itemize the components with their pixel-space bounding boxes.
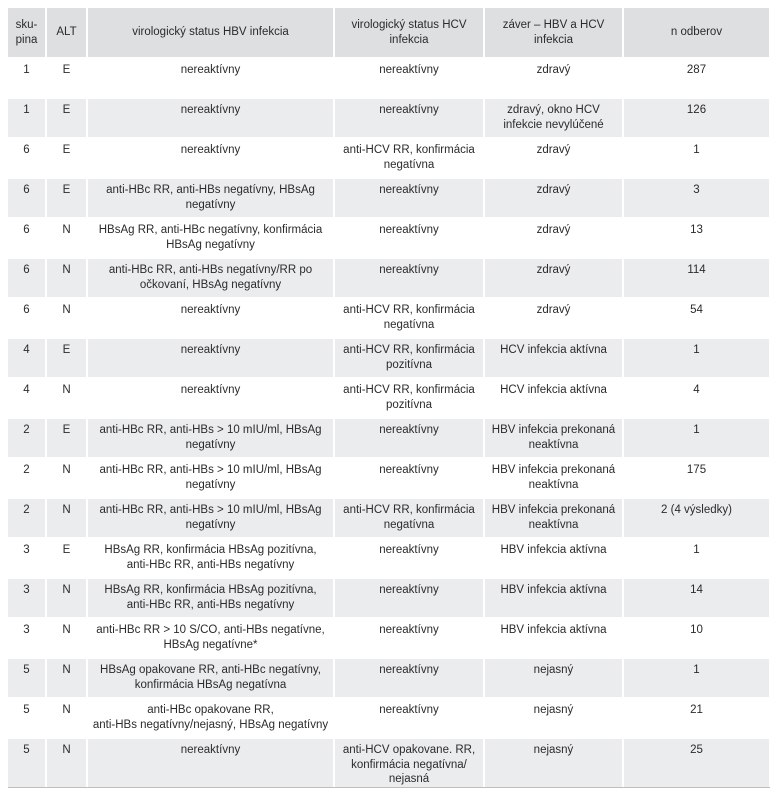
header-hbv-status: virologický status HBV infekcia: [87, 8, 334, 58]
table-row: [8, 658, 770, 698]
cell-hcv-status: nereaktívny: [334, 258, 484, 298]
cell-hcv-status: nereaktívny: [334, 98, 484, 138]
cell-hbv-status: nereaktívny: [87, 378, 334, 418]
cell-alt: N: [46, 378, 87, 418]
cell-group: 2: [8, 418, 46, 458]
cell-hbv-status: nereaktívny: [87, 138, 334, 178]
cell-hbv-status: nereaktívny: [87, 98, 334, 138]
cell-hcv-status: nereaktívny: [334, 58, 484, 98]
cell-hcv-status: nereaktívny: [334, 218, 484, 258]
cell-sample-count: 1: [623, 338, 770, 378]
cell-conclusion: zdravý: [484, 178, 623, 218]
cell-hcv-status: nereaktívny: [334, 458, 484, 498]
cell-alt: N: [46, 258, 87, 298]
cell-alt: E: [46, 538, 87, 578]
cell-hcv-status: nereaktívny: [334, 698, 484, 738]
cell-hbv-status: anti-HBc RR, anti-HBs > 10 mIU/ml, HBsAg negatívny: [87, 418, 334, 458]
cell-conclusion: zdravý: [484, 58, 623, 98]
table-row: [8, 98, 770, 138]
cell-conclusion: nejasný: [484, 658, 623, 698]
cell-group: 6: [8, 138, 46, 178]
cell-alt: E: [46, 418, 87, 458]
cell-group: 4: [8, 338, 46, 378]
cell-conclusion: HCV infekcia aktívna: [484, 338, 623, 378]
cell-hbv-status: nereaktívny: [87, 58, 334, 98]
header-conclusion: záver – HBV a HCV infekcia: [484, 8, 623, 58]
table-row: [8, 458, 770, 498]
cell-group: 5: [8, 658, 46, 698]
cell-conclusion: HBV infekcia prekonaná neaktívna: [484, 498, 623, 538]
cell-sample-count: 13: [623, 218, 770, 258]
cell-sample-count: 3: [623, 178, 770, 218]
cell-sample-count: 126: [623, 98, 770, 138]
table-header: [8, 8, 770, 58]
cell-group: 4: [8, 378, 46, 418]
cell-group: 6: [8, 178, 46, 218]
cell-conclusion: HBV infekcia prekonaná neaktívna: [484, 458, 623, 498]
table-row: [8, 378, 770, 418]
cell-group: 3: [8, 578, 46, 618]
cell-alt: N: [46, 298, 87, 338]
cell-hbv-status: HBsAg RR, konfirmácia HBsAg pozitívna, anti-HBc RR, anti-HBs negatívny: [87, 578, 334, 618]
cell-alt: N: [46, 618, 87, 658]
cell-hbv-status: anti-HBc RR > 10 S/CO, anti-HBs negatívne, HBsAg negatívne*: [87, 618, 334, 658]
cell-hcv-status: anti-HCV RR, konfirmácia negatívna: [334, 498, 484, 538]
cell-group: 5: [8, 738, 46, 788]
cell-hbv-status: nereaktívny: [87, 298, 334, 338]
cell-group: 6: [8, 258, 46, 298]
table-body: [8, 58, 770, 788]
table-row: [8, 418, 770, 458]
cell-sample-count: 1: [623, 138, 770, 178]
table-row: [8, 578, 770, 618]
table-row: [8, 538, 770, 578]
cell-sample-count: 175: [623, 458, 770, 498]
cell-sample-count: 25: [623, 738, 770, 788]
cell-alt: N: [46, 458, 87, 498]
cell-alt: N: [46, 218, 87, 258]
cell-alt: E: [46, 138, 87, 178]
cell-sample-count: 1: [623, 418, 770, 458]
cell-hbv-status: HBsAg RR, konfirmácia HBsAg pozitívna, anti-HBc RR, anti-HBs negatívny: [87, 538, 334, 578]
cell-alt: E: [46, 338, 87, 378]
cell-hbv-status: nereaktívny: [87, 738, 334, 788]
cell-group: 5: [8, 698, 46, 738]
header-alt: ALT: [46, 8, 87, 58]
cell-group: 3: [8, 618, 46, 658]
cell-hbv-status: anti-HBc RR, anti-HBs negatívny/RR po očkovaní, HBsAg negatívny: [87, 258, 334, 298]
cell-hbv-status: anti-HBc RR, anti-HBs negatívny, HBsAg negatívny: [87, 178, 334, 218]
table-row: [8, 338, 770, 378]
cell-group: 2: [8, 498, 46, 538]
table-row: [8, 218, 770, 258]
table-row: [8, 738, 770, 788]
cell-conclusion: HBV infekcia aktívna: [484, 538, 623, 578]
cell-hcv-status: anti-HCV RR, konfirmácia pozitívna: [334, 338, 484, 378]
cell-sample-count: 54: [623, 298, 770, 338]
cell-hcv-status: nereaktívny: [334, 178, 484, 218]
cell-group: 6: [8, 218, 46, 258]
cell-conclusion: HBV infekcia aktívna: [484, 578, 623, 618]
table-row: [8, 298, 770, 338]
table-row: [8, 698, 770, 738]
cell-conclusion: HBV infekcia aktívna: [484, 618, 623, 658]
cell-hbv-status: HBsAg RR, anti-HBc negatívny, konfirmácia HBsAg negatívny: [87, 218, 334, 258]
cell-hcv-status: nereaktívny: [334, 418, 484, 458]
cell-alt: N: [46, 738, 87, 788]
cell-alt: N: [46, 658, 87, 698]
cell-sample-count: 21: [623, 698, 770, 738]
cell-conclusion: nejasný: [484, 698, 623, 738]
cell-alt: E: [46, 58, 87, 98]
cell-conclusion: zdravý, okno HCV infekcie nevylúčené: [484, 98, 623, 138]
cell-hbv-status: anti-HBc opakovane RR, anti-HBs negatívny/nejasný, HBsAg negatívny: [87, 698, 334, 738]
cell-conclusion: zdravý: [484, 218, 623, 258]
cell-conclusion: HBV infekcia prekonaná neaktívna: [484, 418, 623, 458]
cell-hcv-status: anti-HCV RR, konfirmácia pozitívna: [334, 378, 484, 418]
cell-hcv-status: anti-HCV RR, konfirmácia negatívna: [334, 138, 484, 178]
table-row: [8, 498, 770, 538]
cell-hbv-status: nereaktívny: [87, 338, 334, 378]
header-group: sku- pina: [8, 8, 46, 58]
cell-hcv-status: nereaktívny: [334, 658, 484, 698]
cell-hcv-status: anti-HCV opakovane. RR, konfirmácia negatívna/ nejasná: [334, 738, 484, 788]
cell-conclusion: zdravý: [484, 258, 623, 298]
cell-sample-count: 14: [623, 578, 770, 618]
table-row: [8, 138, 770, 178]
cell-sample-count: 114: [623, 258, 770, 298]
cell-alt: E: [46, 178, 87, 218]
cell-hbv-status: anti-HBc RR, anti-HBs > 10 mIU/ml, HBsAg negatívny: [87, 458, 334, 498]
header-hcv-status: virologický status HCV infekcia: [334, 8, 484, 58]
cell-group: 1: [8, 98, 46, 138]
cell-alt: N: [46, 698, 87, 738]
cell-conclusion: zdravý: [484, 298, 623, 338]
cell-hbv-status: anti-HBc RR, anti-HBs > 10 mIU/ml, HBsAg negatívny: [87, 498, 334, 538]
cell-conclusion: HCV infekcia aktívna: [484, 378, 623, 418]
cell-sample-count: 1: [623, 538, 770, 578]
cell-group: 1: [8, 58, 46, 98]
cell-alt: E: [46, 98, 87, 138]
cell-conclusion: zdravý: [484, 138, 623, 178]
cell-group: 6: [8, 298, 46, 338]
cell-hcv-status: anti-HCV RR, konfirmácia negatívna: [334, 298, 484, 338]
cell-hcv-status: nereaktívny: [334, 578, 484, 618]
table-row: [8, 258, 770, 298]
header-row: [8, 8, 770, 58]
header-sample-count: n odberov: [623, 8, 770, 58]
table-row: [8, 618, 770, 658]
cell-hcv-status: nereaktívny: [334, 538, 484, 578]
table-row: [8, 58, 770, 98]
cell-alt: N: [46, 578, 87, 618]
results-table: [8, 8, 771, 789]
cell-group: 2: [8, 458, 46, 498]
cell-alt: N: [46, 498, 87, 538]
cell-hcv-status: nereaktívny: [334, 618, 484, 658]
cell-sample-count: 287: [623, 58, 770, 98]
cell-sample-count: 1: [623, 658, 770, 698]
cell-conclusion: nejasný: [484, 738, 623, 788]
cell-sample-count: 10: [623, 618, 770, 658]
cell-sample-count: 2 (4 výsledky): [623, 498, 770, 538]
cell-hbv-status: HBsAg opakovane RR, anti-HBc negatívny, konfirmácia HBsAg negatívna: [87, 658, 334, 698]
table-row: [8, 178, 770, 218]
table-bottom-rule: [8, 787, 770, 788]
cell-group: 3: [8, 538, 46, 578]
cell-sample-count: 4: [623, 378, 770, 418]
